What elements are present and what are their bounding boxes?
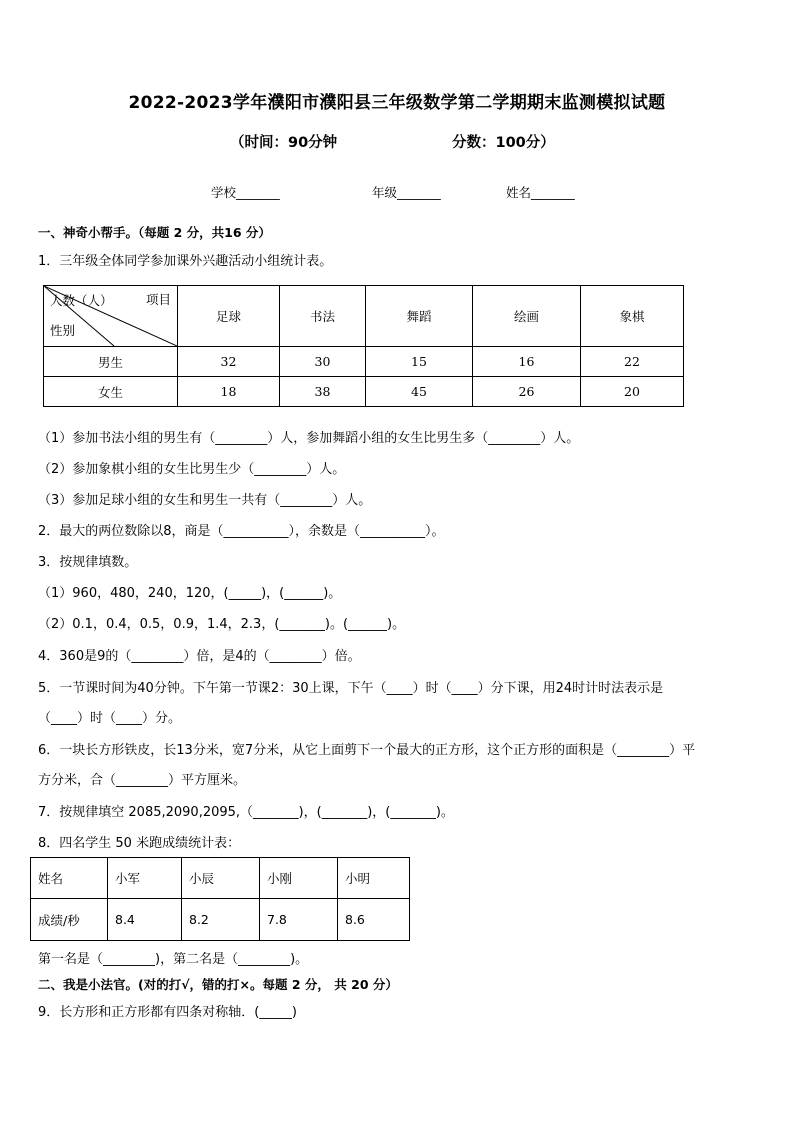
table-cell: 22 bbox=[581, 347, 684, 377]
table-cell: 小刚 bbox=[260, 858, 338, 899]
question-6-line-2: 方分米，合（________）平方厘米。 bbox=[38, 773, 247, 788]
table-cell: 20 bbox=[581, 377, 684, 407]
table-cell: 7.8 bbox=[260, 899, 338, 941]
question-1-sub-1: （1）参加书法小组的男生有（________）人，参加舞蹈小组的女生比男生多（________）人。 bbox=[38, 431, 580, 446]
corner-label-item: 项目 bbox=[145, 292, 171, 307]
question-7: 7．按规律填空 2085,2090,2095,（_______)，(_______)，(_______)。 bbox=[38, 805, 454, 820]
table-cell: 8.6 bbox=[338, 899, 410, 941]
table-cell: 姓名 bbox=[31, 858, 108, 899]
table-cell: 8.2 bbox=[182, 899, 260, 941]
column-header: 书法 bbox=[280, 286, 366, 347]
row-label: 女生 bbox=[44, 377, 178, 407]
corner-label-gender: 性别 bbox=[50, 323, 76, 338]
exam-time: （时间：90分钟 bbox=[230, 135, 338, 151]
question-1-sub-3: （3）参加足球小组的女生和男生一共有（________）人。 bbox=[38, 493, 372, 508]
question-5-line-2: （____）时（____）分。 bbox=[38, 711, 182, 726]
section-1-heading: 一、神奇小帮手。（每题 2 分，共16 分） bbox=[38, 225, 271, 240]
table-cell: 16 bbox=[473, 347, 581, 377]
table-row bbox=[31, 858, 410, 899]
name-field: 姓名_______ bbox=[506, 185, 575, 200]
question-3-stem: 3．按规律填数。 bbox=[38, 555, 138, 570]
table-cell: 15 bbox=[366, 347, 473, 377]
question-1-stem: 1．三年级全体同学参加课外兴趣活动小组统计表。 bbox=[38, 254, 333, 269]
column-header: 绘画 bbox=[473, 286, 581, 347]
school-field: 学校_______ bbox=[211, 185, 280, 200]
question-4: 4．360是9的（________）倍，是4的（________）倍。 bbox=[38, 649, 361, 664]
table-row bbox=[44, 347, 684, 377]
row-label: 男生 bbox=[44, 347, 178, 377]
question-1-sub-2: （2）参加象棋小组的女生比男生少（________）人。 bbox=[38, 462, 346, 477]
question-8-stem: 8．四名学生 50 米跑成绩统计表： bbox=[38, 836, 241, 851]
question-3-sub-2: （2）0.1，0.4，0.5，0.9，1.4，2.3，(_______)。(______)。 bbox=[38, 617, 406, 632]
column-header: 舞蹈 bbox=[366, 286, 473, 347]
table-cell: 45 bbox=[366, 377, 473, 407]
section-2-heading: 二、我是小法官。(对的打√，错的打×。每题 2 分， 共 20 分） bbox=[38, 977, 398, 992]
table-cell: 32 bbox=[178, 347, 280, 377]
table-cell: 8.4 bbox=[108, 899, 182, 941]
table-row bbox=[31, 899, 410, 941]
table-cell: 38 bbox=[280, 377, 366, 407]
grade-field: 年级_______ bbox=[372, 185, 441, 200]
question-2: 2．最大的两位数除以8，商是（__________），余数是（__________）。 bbox=[38, 524, 445, 539]
table-cell: 小明 bbox=[338, 858, 410, 899]
question-8-answer: 第一名是（________)，第二名是（________)。 bbox=[38, 952, 309, 967]
question-6-line-1: 6．一块长方形铁皮，长13分米，宽7分米，从它上面剪下一个最大的正方形，这个正方形的面积是（________）平 bbox=[38, 743, 696, 758]
activity-table bbox=[43, 285, 684, 407]
column-header: 象棋 bbox=[581, 286, 684, 347]
table-cell: 26 bbox=[473, 377, 581, 407]
question-5-line-1: 5．一节课时间为40分钟。下午第一节课2：30上课，下午（____）时（____）分下课，用24时计时法表示是 bbox=[38, 681, 664, 696]
exam-score: 分数：100分） bbox=[452, 135, 555, 151]
running-score-table bbox=[30, 857, 410, 941]
question-9: 9．长方形和正方形都有四条对称轴．(_____) bbox=[38, 1005, 297, 1020]
column-header: 足球 bbox=[178, 286, 280, 347]
table-cell: 小军 bbox=[108, 858, 182, 899]
table-cell: 成绩/秒 bbox=[31, 899, 108, 941]
page-title: 2022-2023学年濮阳市濮阳县三年级数学第二学期期末监测模拟试题 bbox=[128, 93, 666, 113]
table-cell: 30 bbox=[280, 347, 366, 377]
table-row bbox=[44, 377, 684, 407]
table-cell: 18 bbox=[178, 377, 280, 407]
question-3-sub-1: （1）960，480，240，120，(_____)，(______)。 bbox=[38, 586, 342, 601]
corner-label-people: 人数（人） bbox=[50, 293, 113, 308]
table-corner-cell bbox=[44, 286, 178, 347]
table-cell: 小辰 bbox=[182, 858, 260, 899]
